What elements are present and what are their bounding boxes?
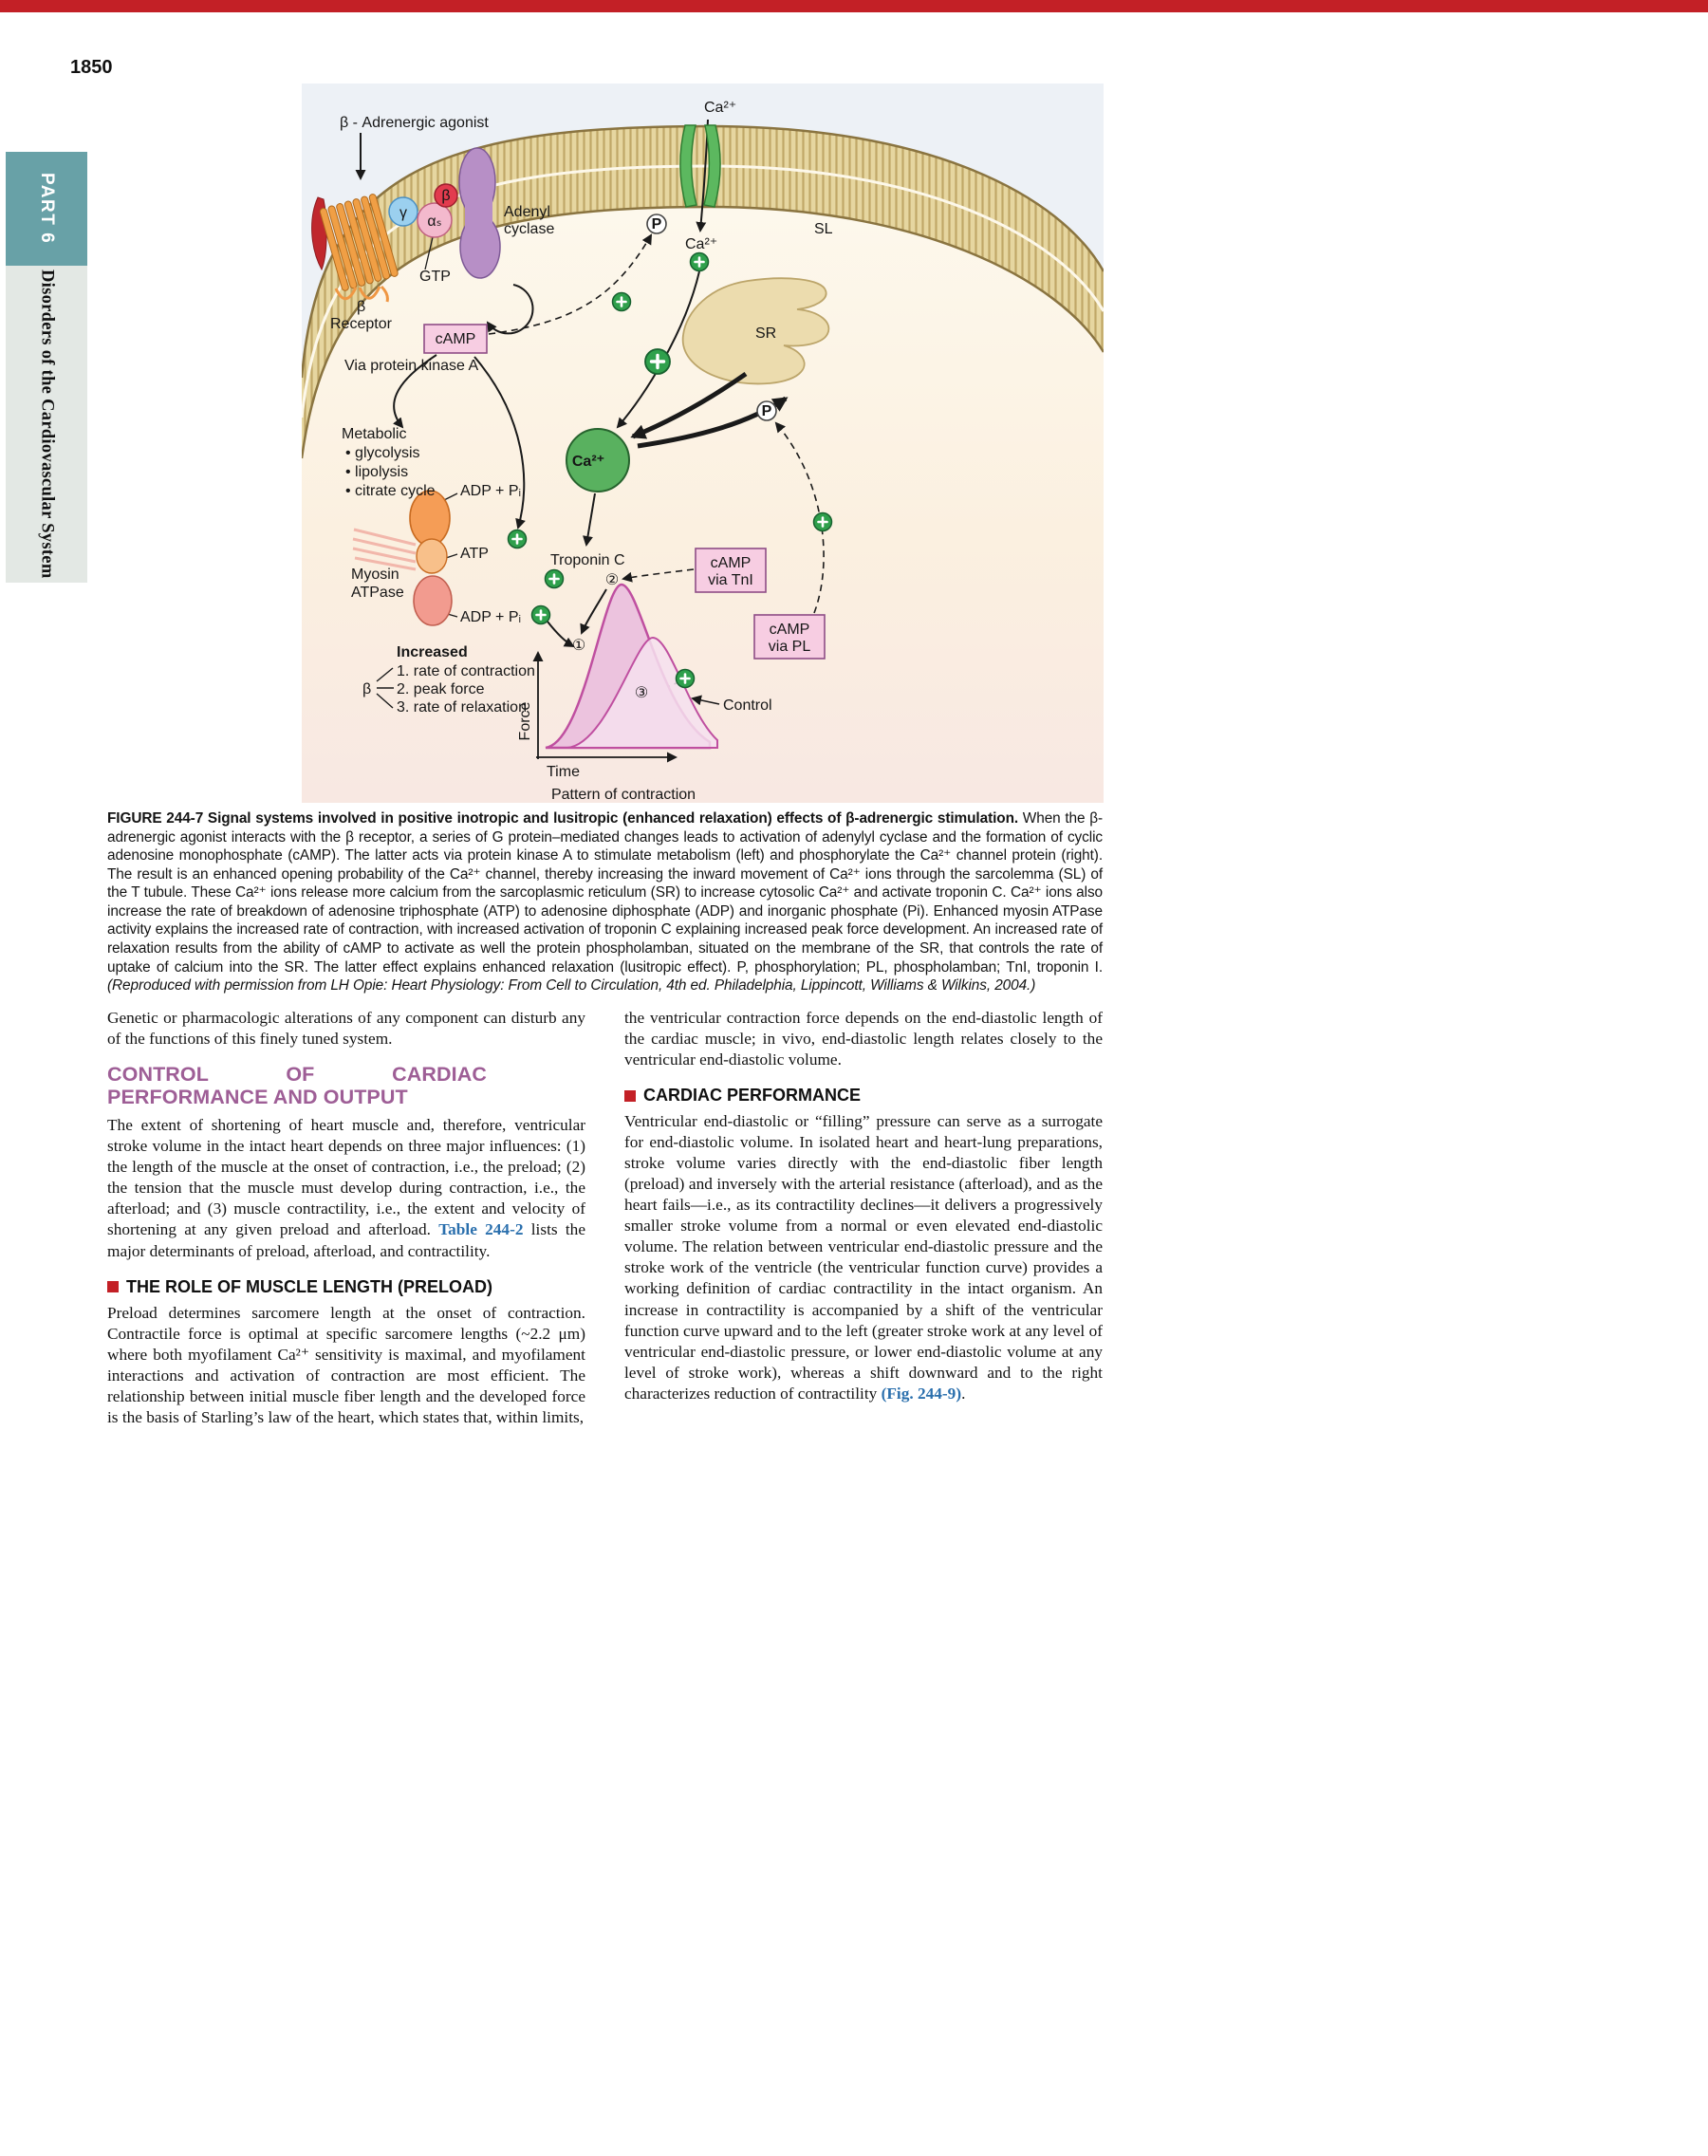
subheading-text: CARDIAC PERFORMANCE [643, 1086, 861, 1106]
label-p-channel: P [651, 216, 662, 232]
label-g-beta: β [441, 188, 451, 204]
subheading-text: THE ROLE OF MUSCLE LENGTH (PRELOAD) [126, 1276, 492, 1296]
label-gtp: GTP [419, 269, 451, 285]
sidebar-part-tab [6, 152, 87, 266]
label-ca-cytosol: Ca²⁺ [571, 454, 605, 470]
label-lipolysis: • lipolysis [345, 464, 409, 480]
label-increased-2: 2. peak force [397, 681, 485, 697]
left-column [107, 1008, 585, 1430]
section-heading: CONTROL OF CARDIAC PERFORMANCE AND OUTPUT [107, 1063, 487, 1109]
label-adp-pi-top: ADP + Pᵢ [460, 483, 522, 499]
preload-paragraph: Preload determines sarcomere length at the onset of contraction. Contractile force is optimal at specific sarcomere lengths (~2.2 μm) where both myofilament Ca²⁺ sensitivity is maximal, and myofilament interactions and activation of contraction are most efficient. The relationship between initial muscle fiber length and the developed force is the basis of Starling’s law of the heart, which states that, within limits, [107, 1303, 585, 1426]
label-camp-tni-2: via TnI [708, 572, 753, 588]
label-atp: ATP [460, 546, 489, 562]
performance-paragraph [107, 1115, 585, 1261]
label-g-alpha-s: αₛ [427, 214, 442, 230]
label-camp-pl-1: cAMP [769, 622, 810, 638]
label-p-sr: P [761, 403, 772, 419]
label-myosin-2: ATPase [351, 585, 404, 601]
label-citrate-cycle: • citrate cycle [345, 483, 436, 499]
body-columns [107, 1008, 1104, 1430]
continuation-paragraph: the ventricular contraction force depends on the end-diastolic length of the cardiac muscle; in vivo, end-diastolic length relates closely to the ventricular end-diastolic volume. [624, 1009, 1103, 1069]
part-label: PART 6 [37, 173, 57, 245]
step-number-2: ② [604, 572, 620, 588]
figure-244-7-diagram [302, 84, 1104, 803]
label-camp: cAMP [435, 331, 476, 347]
figure-caption [107, 809, 1103, 995]
label-glycolysis: • glycolysis [345, 445, 420, 461]
right-column [624, 1008, 1103, 1430]
label-pattern: Pattern of contraction [550, 787, 696, 803]
cardiac-performance-paragraph [624, 1111, 1103, 1404]
label-increased-3: 3. rate of relaxation [397, 699, 527, 716]
label-time-axis: Time [547, 764, 580, 780]
label-g-gamma: γ [399, 205, 407, 221]
label-sr: SR [755, 325, 777, 342]
intro-paragraph: Genetic or pharmacologic alterations of any component can disturb any of the functions of this finely tuned system. [107, 1009, 585, 1049]
paragraph-text: lists the major determinants of preload, afterload, and contractility. [107, 1220, 585, 1260]
subheading-cardiac-performance [624, 1085, 1103, 1106]
label-via-pka: Via protein kinase A [344, 358, 479, 374]
label-camp-tni-1: cAMP [710, 555, 752, 571]
label-increased-1: 1. rate of contraction [397, 663, 535, 679]
figure-caption-number: FIGURE 244-7 [107, 810, 204, 827]
label-control: Control [723, 697, 772, 714]
label-increased: Increased [397, 644, 468, 660]
label-sl: SL [814, 221, 833, 237]
figure-caption-body: When the β-adrenergic agonist interacts with the β receptor, a series of G protein–mediated changes leads to activation of adenylyl cyclase and the formation of cyclic adenosine monophosphate (cAMP). The latter acts via protein kinase A to stimulate metabolism (left) and phosphorylate the Ca²⁺ channel protein (right). The result is an enhanced opening probability of the Ca²⁺ channel, thereby increasing the inward movement of Ca²⁺ ions through the sarcolemma (SL) of the T tubule. These Ca²⁺ ions release more calcium from the sarcoplasmic reticulum (SR) to increase cytosolic Ca²⁺ and activate troponin C. Ca²⁺ ions also increase the rate of breakdown of adenosine triphosphate (ATP) to adenosine diphosphate (ADP) and inorganic phosphate (Pi). Enhanced myosin ATPase activity explains the increased rate of contraction, with increased activation of troponin C explaining increased peak force development. An increased rate of relaxation results from the ability of cAMP to activate as well the protein phospholamban, situated on the membrane of the SR, that controls the rate of uptake of calcium into the SR. The latter effect explains enhanced relaxation (lusitropic effect). P, phosphorylation; PL, phospholamban; TnI, troponin I. [107, 810, 1103, 976]
label-troponin-c: Troponin C [550, 552, 625, 568]
label-adenyl-1: Adenyl [504, 204, 550, 220]
paragraph-text: . [961, 1384, 966, 1403]
label-force-axis: Force [517, 701, 533, 741]
table-244-2-reference[interactable]: Table 244-2 [438, 1220, 524, 1239]
step-number-1: ① [571, 638, 586, 654]
figure-caption-title: Signal systems involved in positive inotropic and lusitropic (enhanced relaxation) effects of β-adrenergic stimulation. [203, 810, 1019, 827]
red-square-icon [107, 1281, 119, 1292]
label-metabolic: Metabolic [342, 426, 407, 442]
paragraph-text: The extent of shortening of heart muscle and, therefore, ventricular stroke volume in the intact heart depends on three major influences: (1) the length of the muscle at the onset of contraction, i.e., the preload; (2) the tension that the muscle must develop during contraction, i.e., the afterload; and (3) muscle contractility, i.e., the extent and velocity of shortening at any given preload and afterload. [107, 1116, 585, 1239]
step-number-3: ③ [634, 685, 649, 701]
page-number: 1850 [70, 57, 113, 78]
label-adp-pi-bottom: ADP + Pᵢ [460, 609, 522, 625]
section-title: Disorders of the Cardiovascular System [37, 270, 57, 579]
label-ca-outside: Ca²⁺ [704, 100, 737, 116]
label-increased-beta: β [362, 681, 372, 697]
label-receptor-beta: β [357, 299, 366, 315]
label-receptor: Receptor [330, 316, 392, 332]
fig-244-9-reference[interactable]: (Fig. 244-9) [881, 1384, 962, 1403]
top-red-bar [0, 0, 1708, 12]
figure-caption-credit: (Reproduced with permission from LH Opie: Heart Physiology: From Cell to Circulation, 4th ed. Philadelphia, Lippincott, Williams & Wilkins, 2004.) [107, 977, 1036, 994]
red-square-icon [624, 1090, 636, 1102]
label-camp-pl-2: via PL [768, 639, 811, 655]
label-myosin-1: Myosin [351, 567, 399, 583]
sidebar-section-tab [6, 266, 87, 583]
subheading-preload [107, 1276, 585, 1298]
label-adenyl-2: cyclase [504, 221, 555, 237]
label-ca-inside: Ca²⁺ [685, 236, 718, 252]
label-agonist: β - Adrenergic agonist [340, 115, 489, 131]
paragraph-text: Ventricular end-diastolic or “filling” pressure can serve as a surrogate for end-diastolic volume. In isolated heart and heart-lung preparations, stroke volume varies directly with the end-diastolic fiber length (preload) and inversely with the arterial resistance (afterload), and as the heart fails—i.e., as its contractility declines—it delivers a progressively smaller stroke volume from a normal or even elevated end-diastolic volume. The relation between ventricular end-diastolic pressure and the stroke work of the ventricle (the ventricular function curve) provides a working definition of cardiac contractility in the intact organism. An increase in contractility is accompanied by a shift of the ventricular function curve upward and to the left (greater stroke work at any level of ventricular end-diastolic pressure, or lower end-diastolic volume at any level of stroke work), whereas a shift downward and to the right characterizes reduction of contractility [624, 1112, 1103, 1403]
